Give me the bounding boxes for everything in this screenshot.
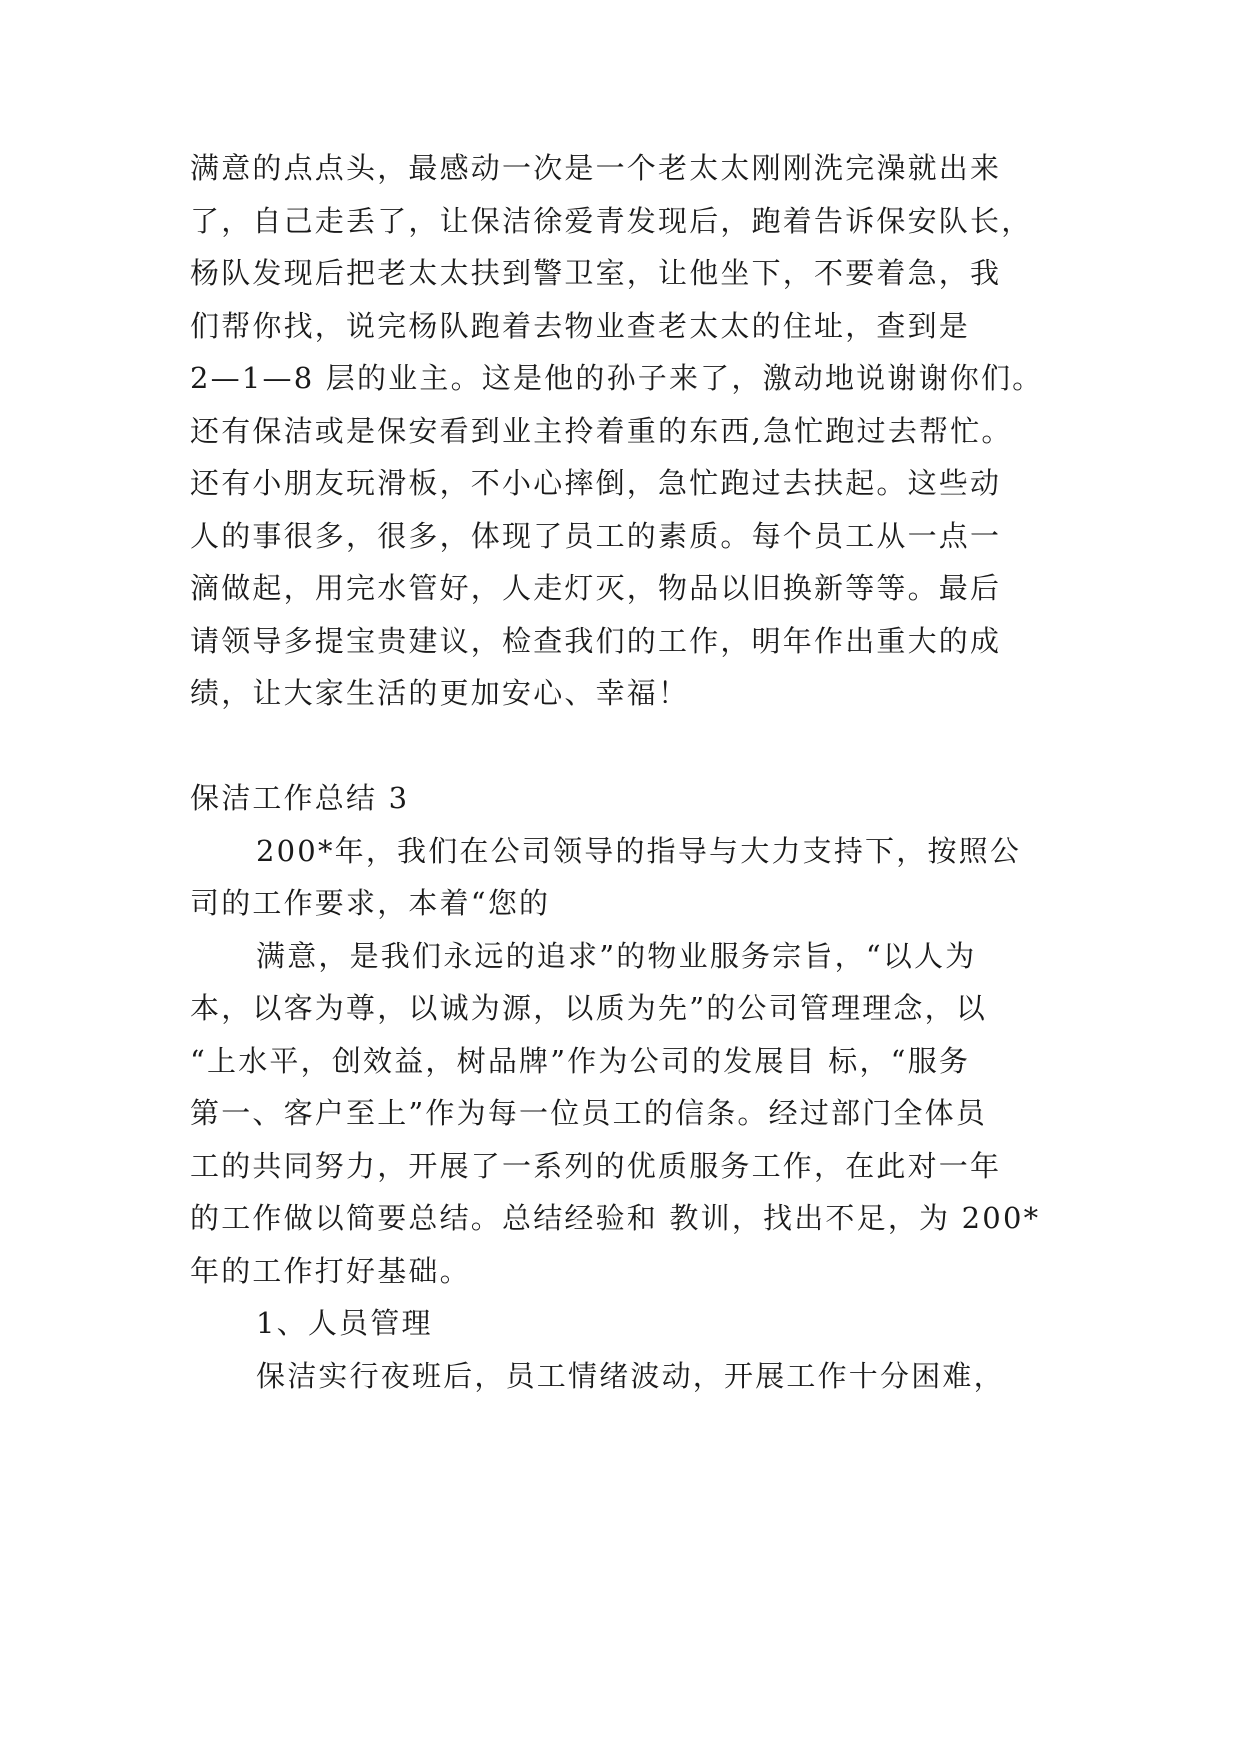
text-line: 人的事很多，很多，体现了员工的素质。每个员工从一点一 bbox=[190, 519, 1002, 553]
text-line: 还有小朋友玩滑板，不小心摔倒，急忙跑过去扶起。这些动 bbox=[190, 466, 1002, 500]
text-line: 们帮你找，说完杨队跑着去物业查老太太的住址，查到是 bbox=[190, 309, 971, 343]
text-line: 满意的点点头，最感动一次是一个老太太刚刚洗完澡就出来 bbox=[190, 151, 1002, 185]
text-line: 绩，让大家生活的更加安心、幸福！ bbox=[190, 676, 690, 710]
text-line: 200*年，我们在公司领导的指导与大力支持下，按照公 bbox=[256, 834, 1022, 868]
text-line: 本，以客为尊，以诚为源，以质为先”的公司管理理念，以 bbox=[190, 991, 988, 1025]
text-line: 还有保洁或是保安看到业主拎着重的东西,急忙跑过去帮忙。 bbox=[190, 414, 1013, 448]
text-line: 杨队发现后把老太太扶到警卫室，让他坐下，不要着急，我 bbox=[190, 256, 1002, 290]
text-line: 滴做起，用完水管好，人走灯灭，物品以旧换新等等。最后 bbox=[190, 571, 1002, 605]
text-line: 第一、客户至上”作为每一位员工的信条。经过部门全体员 bbox=[190, 1096, 988, 1130]
text-line: 工的共同努力，开展了一系列的优质服务工作，在此对一年 bbox=[190, 1149, 1002, 1183]
text-line: 2—1—8 层的业主。这是他的孙子来了，激动地说谢谢你们。 bbox=[190, 361, 1044, 395]
text-line: 了，自己走丢了，让保洁徐爱青发现后，跑着告诉保安队长， bbox=[190, 204, 1033, 238]
section-title: 保洁工作总结 3 bbox=[190, 781, 410, 815]
text-line: 请领导多提宝贵建议，检查我们的工作，明年作出重大的成 bbox=[190, 624, 1002, 658]
text-line: 保洁实行夜班后，员工情绪波动，开展工作十分困难， bbox=[256, 1359, 1005, 1393]
text-line: 的工作做以简要总结。总结经验和 教训，找出不足，为 200* bbox=[190, 1201, 1041, 1235]
text-line: 年的工作打好基础。 bbox=[190, 1254, 471, 1288]
text-line: 司的工作要求，本着“您的 bbox=[190, 886, 551, 920]
text-line: “上水平，创效益，树品牌”作为公司的发展目 标，“服务 bbox=[190, 1044, 971, 1078]
text-line: 满意，是我们永远的追求”的物业服务宗旨，“以人为 bbox=[256, 939, 977, 973]
subheading: 1、人员管理 bbox=[256, 1306, 433, 1340]
